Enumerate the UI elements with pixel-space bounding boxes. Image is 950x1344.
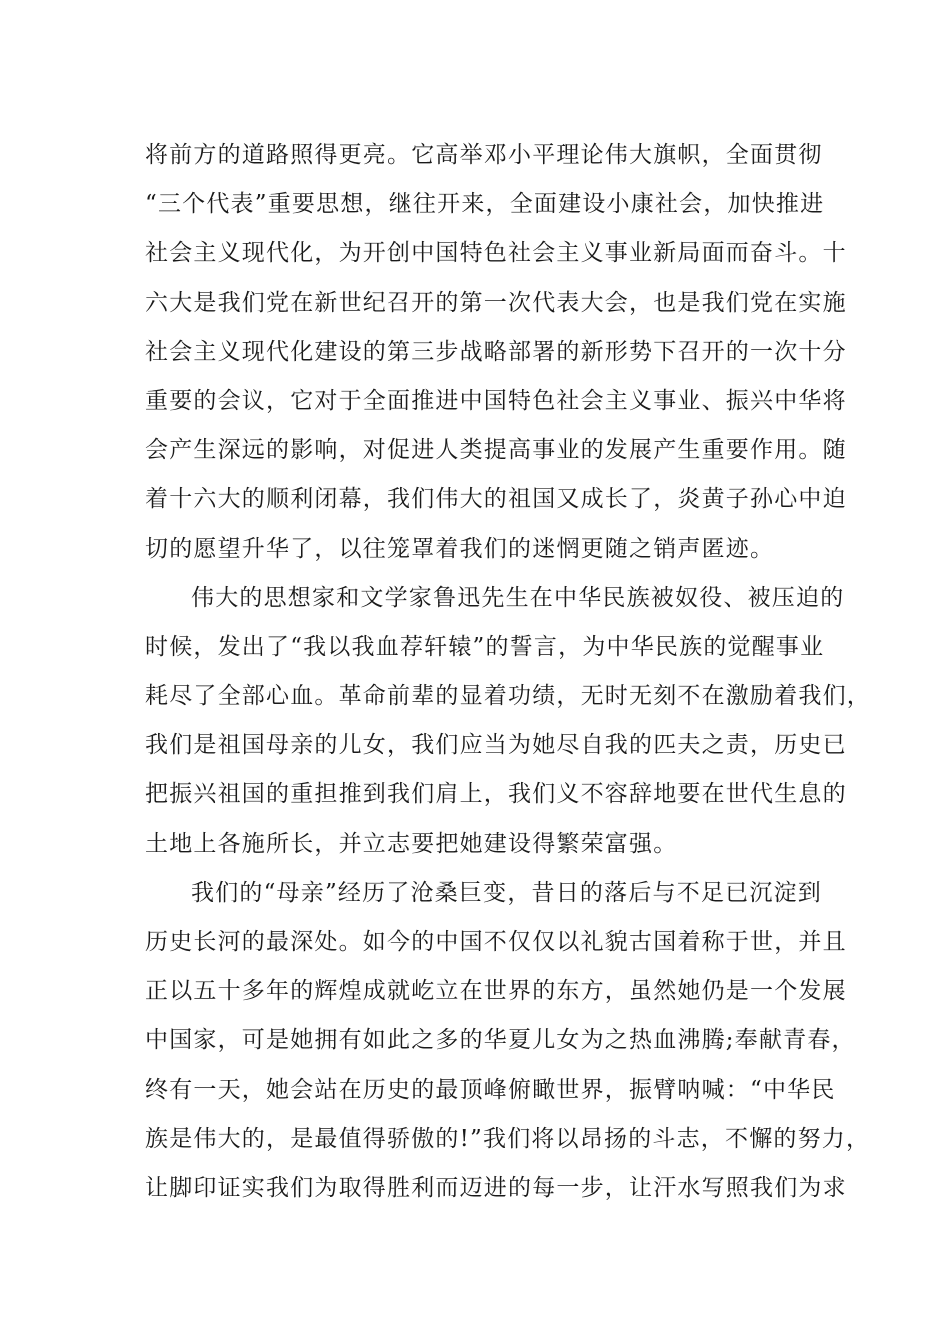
text-line: 终有一天，她会站在历史的最顶峰俯瞰世界，振臂呐喊：“中华民	[145, 1076, 836, 1103]
text-line: “三个代表”重要思想，继往开来，全面建设小康社会，加快推进	[145, 191, 825, 218]
text-line: 土地上各施所长，并立志要把她建设得繁荣富强。	[145, 830, 678, 857]
paragraph-first-line: 我们的“母亲”经历了沧桑巨变，昔日的落后与不足已沉淀到	[191, 879, 822, 906]
text-line: 将前方的道路照得更亮。它高举邓小平理论伟大旗帜，全面贯彻	[145, 142, 823, 168]
text-line: 我们是祖国母亲的儿女，我们应当为她尽自我的匹夫之责，历史已	[145, 732, 847, 759]
text-line: 社会主义现代化建设的第三步战略部署的新形势下召开的一次十分	[145, 338, 847, 365]
body-text	[145, 131, 871, 1213]
text-line: 时候，发出了“我以我血荐轩辕”的誓言，为中华民族的觉醒事业	[145, 633, 825, 660]
text-line: 让脚印证实我们为取得胜利而迈进的每一步，让汗水写照我们为求	[145, 1174, 847, 1201]
text-line: 正以五十多年的辉煌成就屹立在世界的东方，虽然她仍是一个发展	[145, 978, 847, 1005]
text-line: 重要的会议，它对于全面推进中国特色社会主义事业、振兴中华将	[145, 387, 847, 414]
text-line: 耗尽了全部心血。革命前辈的显着功绩，无时无刻不在激励着我们，	[145, 683, 871, 710]
text-line: 历史长河的最深处。如今的中国不仅仅以礼貌古国着称于世，并且	[145, 929, 847, 955]
paragraph-first-line: 伟大的思想家和文学家鲁迅先生在中华民族被奴役、被压迫的	[191, 584, 845, 611]
text-line: 社会主义现代化，为开创中国特色社会主义事业新局面而奋斗。十	[145, 240, 847, 267]
text-line: 族是伟大的，是最值得骄傲的!”我们将以昂扬的斗志，不懈的努力，	[145, 1125, 871, 1152]
text-line: 着十六大的顺利闭幕，我们伟大的祖国又成长了，炎黄子孙心中迫	[145, 486, 847, 513]
text-line: 六大是我们党在新世纪召开的第一次代表大会，也是我们党在实施	[145, 289, 847, 316]
text-line: 把振兴祖国的重担推到我们肩上，我们义不容辞地要在世代生息的	[145, 781, 847, 808]
text-line: 会产生深远的影响，对促进人类提高事业的发展产生重要作用。随	[145, 437, 847, 464]
text-line: 中国家，可是她拥有如此之多的华夏儿女为之热血沸腾;奉献青春，	[145, 1027, 856, 1054]
text-line: 切的愿望升华了，以往笼罩着我们的迷惘更随之销声匿迹。	[145, 535, 775, 562]
